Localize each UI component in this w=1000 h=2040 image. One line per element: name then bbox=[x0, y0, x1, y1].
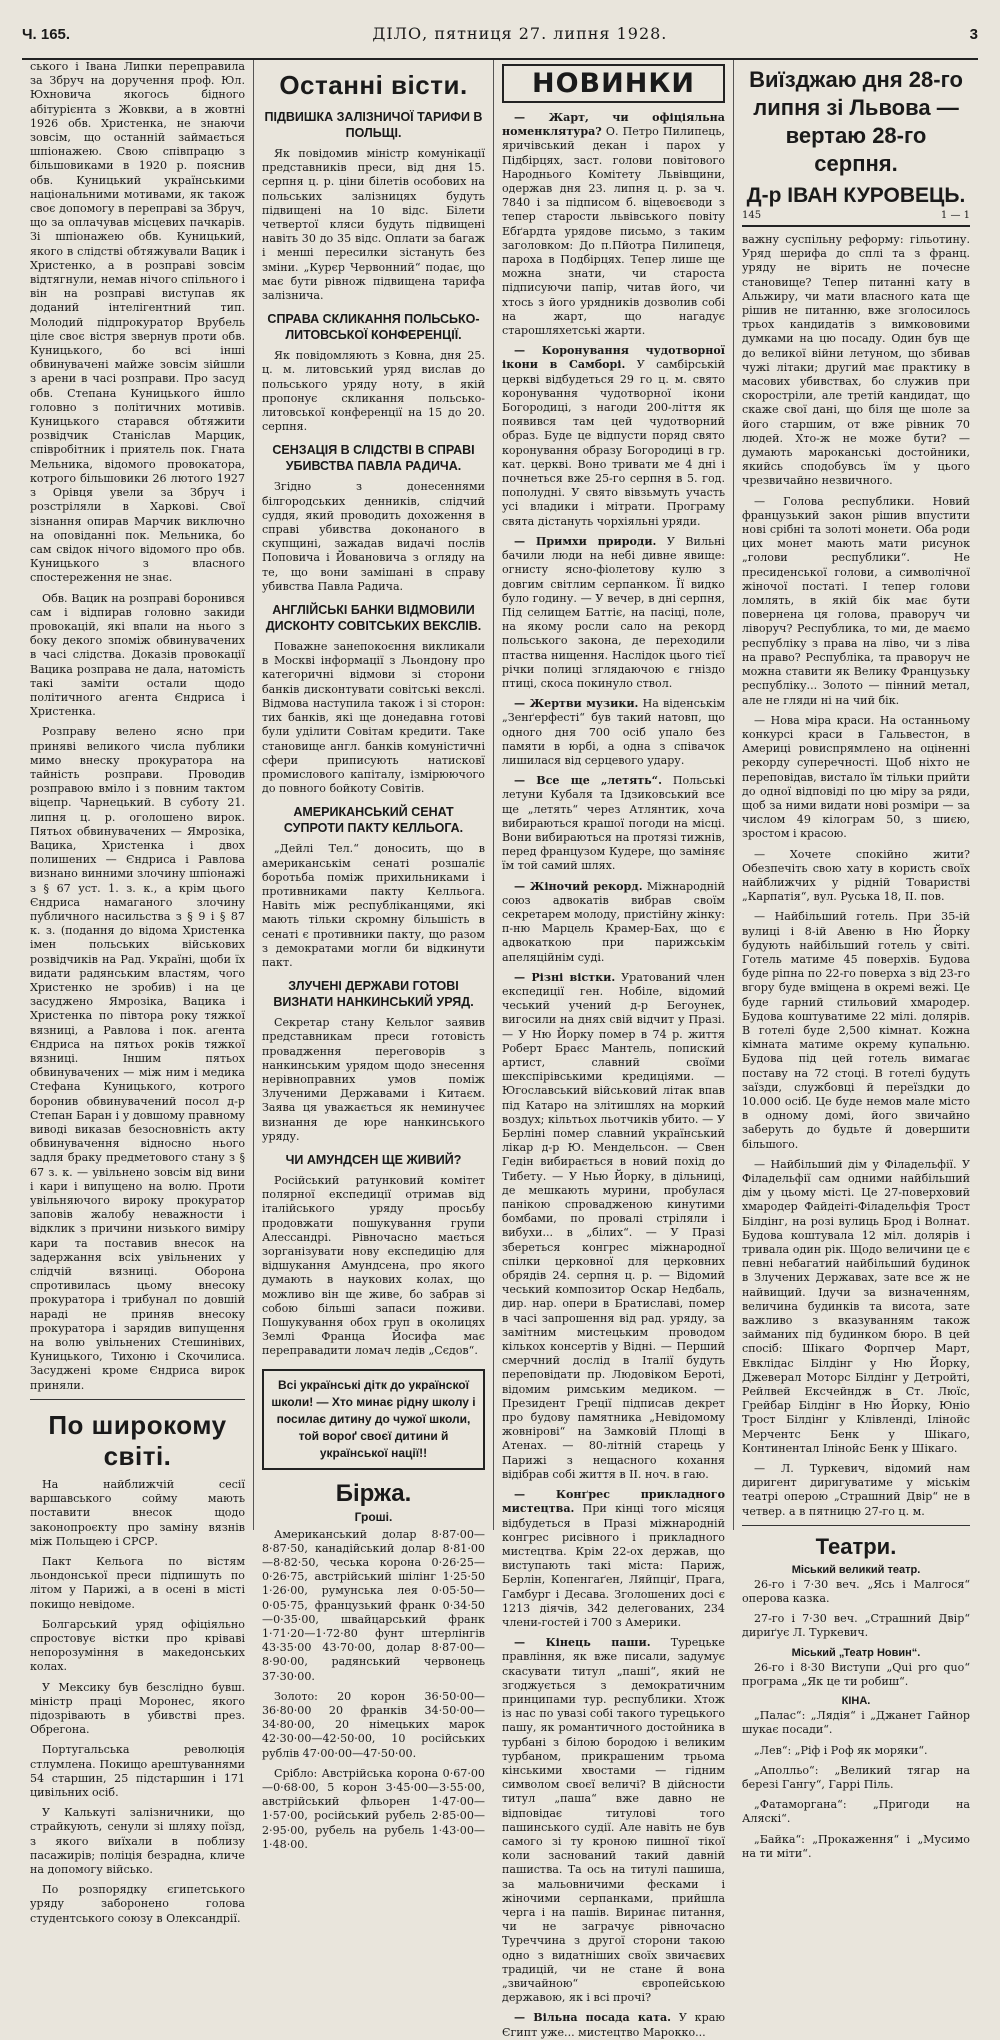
news-item-text: У самбірській церкві відбудеться 29 го ц. м. свято коронування чудотворної ікони Богородиці, з нагоди 200-ліття як появився там цей чудотворний образ. Буде це відпусти поряд свято коронування образу Богородиці в гр. кат. церкві. Воно тривати ме 4 дні і почнеться вже 25-го серпня в 5. год. пополудні. У свято вівзьмуть участь усі владики і мітрати. Програму свята дістануть чорхіяльні уряди. bbox=[502, 358, 725, 528]
news-item-head: — Жарт, чи офіціяльна номенклятура? bbox=[502, 111, 725, 139]
news-item-text: Турецьке правління, як вже писали, задумує скасувати титул „паші“, який не згоджується з демократичним принципами тур. республики. Хтож із нас по увазі собі такого турецького пашу, як романтичного достойника в турбані з білою бородою і великим турбаном, прикрашеним трьома кінськими хвостами — гідним символом своєї величі? В дійсности титул „паша“ вже давно не відповідає титулові того пашинського судії. Але навіть не був самого зі ту кроною пишної тікої коли заснований такий давній пашиства. Та ось на титулі пашиша, за мальовничими фесками і жіночими серпанками, прийшла черга і на пашів. Виринає питання, чи не заграчує рівночасно Туреччина з другої сторони такою одно з видатніших своїх звичаєвих традицій, чи не стане й вона „звичайною“ європейською державою, як і всі прочі? bbox=[502, 1636, 725, 2005]
news-item-head: — Жіночий рекорд. bbox=[514, 879, 643, 893]
news-item-text: Міжнародній союз адвокатів вибрав своїм секретарем молоду, пристійну жінку: п-ню Марцель Крамер-Бах, що є адвокаткою при парижськім апеляційнім суді. bbox=[502, 879, 725, 964]
masthead bbox=[22, 24, 978, 60]
bourse-text: Срібло: Австрійська корона 0·67·00—0·68·00, 5 корон 3·45·00—3·55·00, австрійський фльорен 1·47·00—1·57·00, російський рубель 2·85·00—2·95·00, рубель на рубель 1·43·00—1·48·00. bbox=[262, 1766, 485, 1851]
world-item: У Мексику був безслідно бувш. міністр праці Моронес, якого підозрівають в убивстві през. Обрегона. bbox=[30, 1680, 245, 1737]
ad-number: 145 bbox=[742, 210, 762, 221]
cinema-listing: „Палас“: „Лядія“ і „Джанет Гайнор шукає посади“. bbox=[742, 1709, 970, 1737]
article-headline: АМЕРИКАНСЬКИЙ СЕНАТ СУПРОТИ ПАКТУ КЕЛЛЬОГА. bbox=[283, 805, 464, 836]
cinema-listing: „Байка“: „Прокаження“ і „Мусимо на ти міти“. bbox=[742, 1832, 970, 1860]
travel-announcement bbox=[742, 66, 970, 210]
latest-news-title: Останні вісти. bbox=[279, 70, 468, 100]
bourse-title: Біржа. bbox=[335, 1479, 412, 1507]
theatre-venue: Міський „Театр Новин“. bbox=[791, 1646, 921, 1659]
world-item: На найближчій сесії варшавського сойму мають поставити внесок щодо законопроєкту про заміну вязнів між Польщею і СРСР. bbox=[30, 1477, 245, 1548]
school-callout-box: Всі українські дітк до українскої школи! — Хто минає рідну школу і посилає дитину до чужої школи, той вороґ своєї дитини й української нації!! bbox=[262, 1369, 485, 1470]
issue-number: Ч. 165. bbox=[22, 26, 71, 43]
article-headline: СЕНЗАЦІЯ В СЛІДСТВІ В СПРАВІ УБИВСТВА ПАВЛА РАДИЧА. bbox=[272, 443, 475, 474]
news-item-text: О. Петро Пилипець, яричівський декан і парох у Підбірцях, заст. голови повітового Народнього Комітету Львівщини, одержав дня 23. липня ц. р. за ч. 7840 і за підписом б. віцевоєводи з тепер старости львівського повіту Ебґардта урядове письмо, з таким заголовком: До п.Пйотра Пилипеця, пароха в Подбірцях. Тепер лише ще можна знати, чи староста підписуючи папір, читав його, чи хтось з його урядників дозволив собі на жарт, що нагадує старошляхетські жарти. bbox=[502, 125, 725, 338]
news-item-text: На віденськім „Зенґерфесті“ був такий натовп, що одного дня 700 осіб упало без памяти в юрбі, а одна з співачок лишилася від серцевого удару. bbox=[502, 697, 725, 767]
court-report-paragraph: Розправу велено ясно при приняві великого числа публики мимо внеску прокуратора на тайність розправи. Проводив розправою вміло і з повним тактом віцепр. Чарнецький. В суботу 21. липня ц. р. оголошено вирок. Пятьох обвинувачених — Ямрозіка, Вацика, Христенка і двох полишених — Єндриса і Равлова визнано винними злочину шпіонажі з § 67 уст. 1. з. к., а крім цього Єндриса намаганого злочину публичного насильства з § 9 і § 87 к. з. (подання до відома Христенка імен польських військових розвідчиків на Рад. Україні, щоби їх видати радянським властям, чого Христенко не зробив) і на це засуджено Ямрозіка, Вацика і Христенка по півтора року тяжкої вязниці, а Равлова і пок. агента Єндриса на пятьох років тяжкої вязниці. Іншим пятьох обвинувачених — між ним і медика Стефана Куницького, котрого боронив обвинувачений посол д-р Степан Баран і у довшому правному виводі виказав безосновність акту обвинувачення відносно нього задля браку предметового стану з § 67 з. к. — увільнено зовсім від вини і кари і випущено на волю. Проти увільняючого вироку прокуратор заповів жалобу неважности і відклик з причини низького виміру кари та поставив внесок на задержання всіх увільнених у слідчій вязниці. Оборона спротивилась цьому внесоку прокуратора і трибунал по довшій нараді не приняв внесоку прокуратора і зарядив випущення на волю увільнених Стешинівих, Куницького, Тихоню і Скочилиса. Засуджені кроме Єндриса вирок приняли. bbox=[30, 725, 245, 1392]
world-item: По розпорядку єгипетського уряду заборонено голова студентського союзу в Олександрії. bbox=[30, 1883, 245, 1925]
news-item-text: У Вильні бачили люди на небі дивне явище: огнисту ясно-фіолетову кулю з довгим світлим серпанком. Її видко було годину. — У вечер, в дні серпня, Під селищем Баттіє, на пасіці, поле, на якому росли сало на рекорд польського закона, де переходили птаства нищення. Наслідок цього тієї річки полиці зглядаючою є гніздо птиці, скоса покинуло ствол. bbox=[502, 534, 725, 690]
news-item-head: — Кінець паши. bbox=[514, 1636, 651, 1650]
theatre-venue: Міський великий театр. bbox=[791, 1563, 921, 1576]
world-item: Пакт Кельога по вістям льондонської преси підпишуть по літом у Парижі, а в осені в місті покищо невідоме. bbox=[30, 1554, 245, 1611]
news-paragraph: — Найбільший дім у Філадельфії. У Філадельфії сам одними найбільший дім у цьому місті. Це 27-поверховий хмародер Файдеіті-Філадельфія Трост Білдінг, на розі вулиць Брод і Волнат. Будова коштувала 12 міл. долярів і тривала один рік. Щодо величини це є певні небагатий найбільший будинок в Злучених Державах, зате все ж не найвищий. Ідучи за визначенням, величина будинків та висота, зате важливо з вказуванням також займаних під будинком бюро. В цей спосіб: Шікаго Форпчер Март, Евклідас Білдінг у Ню Йорку, Джеверал Моторс Білдінг у Детройті, Рейлвей Ексчейндж в Ст. Люїс, Грейбар Білдінг в Ню Йорку, Юніо Трост Білдінг у Клівленді, Ілінойс Мерчентс Бенк у Шікаго, Континентал Ілінойс Бенк у Шікаго. bbox=[742, 1157, 970, 1455]
bourse-text: Американський долар 8·87·00—8·87·50, канадійський долар 8·81·00—8·82·50, чеська корона 0·26·25—0·26·75, австрійський шілінг 1·25·50 1·26·00, румунська лея 0·05·50—0·05·75, французький франк 0·34·50—0·35·00, швайцарський франк 1·71·20—1·72·80 фунт штерлінгів 43·35·00 43·70·00, долар 8·87·00—8·90·00, радянський червонець 37·30·00. bbox=[262, 1527, 485, 1683]
article-text: Російський ратунковий комітет полярної експедиції отримав від італійського уряду просьбу продовжати пошукування групи Алессандрі. Рівночасно мається зорганізувати нову експедицію для відшукання Амундсена, про якого думають в наукових колах, що можливо він ще живе, бо забрав зі собою більші запаси поживи. Пошукування обох груп в околицях Землі Франца Йосифа має переправадити ломач ледів „Сєдов“. bbox=[262, 1173, 485, 1358]
news-paragraph: — Нова міра краси. На останньому конкурсі краси в Гальвестон, в Америці ровиспрямлено на оціненні рекорду суперечності. Щоб ніхто не переповідав, вистало їм тільки прийти до одної відповіді по цю міру за ряди, щоб за ними видати нові розміри — за числом 49 кілограм 50, з шиєю, зростом і красою. bbox=[742, 713, 970, 841]
columns bbox=[22, 60, 978, 2039]
divider bbox=[742, 1525, 970, 1526]
article-text: Як повідомив міністр комунікації представників преси, від дня 15. серпня ц. р. ціни білетів особових на польських залізницях будуть підвищені на 10 відс. Білети четвертої кляси будуть підвищені навіть 30 до 35 відс. Оплати за багаж і менші пересилки зістануть без зміни. „Курєр Червонний“ подає, що має бути рівнож підвищена тарифа залізнича. bbox=[262, 147, 485, 303]
ad-footer bbox=[742, 210, 970, 227]
article-headline: ЧИ АМУНДСЕН ЩЕ ЖИВИЙ? bbox=[285, 1152, 462, 1167]
news-item-head: — Різні вістки. bbox=[514, 970, 616, 984]
ad-run-count: 1 — 1 bbox=[940, 210, 970, 221]
cinema-listing: „Фатаморгана“: „Пригоди на Аляскі“. bbox=[742, 1798, 970, 1826]
news-item-text: Уратований член експедиції ген. Нобіле, відомий чеський учений д-р Бегоунек, вигосили на днях свій відчит у Празі. — У Ню Йорку помер в 74 р. життя Роберт Браєс Мантель, попиский артист, славний своїми шекспірівськими кредиціями. — Югославський військовий літак впав під Катаро на злітишлях на моркий воздух; кільтьох льотчиків убито. — У Берліні помер славний український лікар д-р Ю. Мендельсон. — Свен Гедін вибирається в новий похід до Тибету. — У Нью Йорку, в дільниці, де мешкають мурини, пробулася панікою спровадженою кинутими бомбами, по провалі стріляли і вибухи... в „білих“. — У Празі збереться конгрес міжнародної спілки церковної для церковних обрядів 24. серпня ц. р. — Відомий чеський композитор Оскар Недбаль, дир. нар. опери в Братиславі, помер в часі запрошення від рад. уряду, за замітним мистецьким проводом кількох консертів у Відні. — Перший смерчний дослід в Італії будуть переповідати пр. Людовіком Бероті, відомим римським медиком. — Президент Греції підписав декрет про будову памятника „Невідомому жовнірові“ на Замковій Площі в Атенах. — 80-літній старець у Парижі з нещасного кохання відібрав собі життя в ІІ. ноч. в гаю. bbox=[502, 970, 725, 1481]
theatre-listing: 26-го і 7·30 веч. „Ясь і Малгося“ оперова казка. bbox=[742, 1577, 970, 1606]
article-headline: АНГЛІЙСЬКІ БАНКИ ВІДМОВИЛИ ДИСКОНТУ СОВІТСЬКИХ ВЕКСЛІВ. bbox=[265, 603, 482, 634]
divider bbox=[30, 1399, 245, 1400]
article-headline: ПІДВИШКА ЗАЛІЗНИЧОЇ ТАРИФИ В ПОЛЬЩІ. bbox=[264, 110, 483, 140]
cinema-listing: „Лев“: „Ріф і Роф як моряки“. bbox=[754, 1743, 928, 1757]
article-text: Згідно з донесеннями білгородських денників, слідчий суддя, який проводить дохоження в справі убивства доконаного в скупщині, зажадав видачі послів Поповича і Йовановича з огляду на те, що вони замішані в справу убивства Павла Радича. bbox=[262, 480, 485, 593]
column-1 bbox=[22, 60, 254, 1925]
article-headline: СПРАВА СКЛИКАННЯ ПОЛЬСЬКО-ЛИТОВСЬКОЇ КОНФЕРЕНЦІЇ. bbox=[267, 312, 480, 343]
news-item-text: Польські летуни Кубаля та Ідзиковський все ще „летять“ через Атлянтик, хоча вибираються крашої погоди на місці. Вони вибираються на протязі тижнів, перед французом Кудере, що заміняє їм той самий шлях. bbox=[502, 774, 725, 873]
world-section-title: По широкому світі. bbox=[48, 1409, 227, 1471]
ad-line: липня зі Львова — bbox=[753, 95, 959, 120]
cinema-listing: „Аполльо“: „Великий тягар на березі Гангу“, Гаррі Піль. bbox=[742, 1763, 970, 1791]
world-item: У Калькуті залізничники, що страйкують, сенули зі шляху поїзд, з якого виїхали в поблизу пасажирів; поліція безрадна, кличе на допомогу військо. bbox=[30, 1806, 245, 1876]
page-number: 3 bbox=[969, 26, 978, 43]
court-report-paragraph: ського і Івана Липки переправила за Збруч на доручення проф. Юл. Юхновича якогось бідного абітурієнта з Жовкви, а в жовтні 1926 обв. Христенка, не знаючи зовсім, що останній займається шпіонажею. Свою співпрацю з більшовиками в 1920 р. пояснив обв. Куницький українськими національними мотивами, як також своє допомогу в переправі за Збруч, що за оплачував місцевих пачкарів. Зі шпіонажею обв. Куницький, якого в слідстві обтяжували Вацик і Христенко, а в розправі зовсім відтягнули, немав нічого спільного і він на розправі виступав як доданий інтелігентний тип. Молодий підпрокуратор Врубель ціле своє вістря звернув проти обв. Куницького, бо всі інші обвинувачені майже зовсім зійшли з арени в часі розправи. Про засуд обв. Степана Куницького йшло головно з політичних мотивів. Куницького старався обтяжити розвідчик Станіслав Марцик, співробітник і приятель пок. Гната Мельника, відомого провокатора, котрого більшовики 26 лютого 1927 з Орівця увели за Збруч і розстріляли в Харкові. Свої зізнання опирав Марчик виключно на оповіданні пок. Мельника, бо сам свідок нічого відомого про обв. Куницького з власного спостереження не знає. bbox=[30, 60, 245, 585]
world-item: Португальська революція стлумлена. Покищо арештуваннями 54 старшин, 25 підстаршин і 171 цивільних осіб. bbox=[30, 1743, 245, 1799]
ad-line: вертаю 28-го серпня. bbox=[785, 123, 927, 176]
article-text: Секретар стану Кельлог заявив представникам преси готовість провадження переговорів з нанкинським урядом щодо знесення нерівноправних умов поміж Злученими Державами і Китаєм. Заява ця уважається як неминучеє визнання де юре нанкинського уряду. bbox=[262, 1016, 485, 1143]
news-item-head: — Все ще „летять“. bbox=[514, 774, 662, 788]
article-text: „Дейлі Тел.“ доносить, що в американськім сенаті розшаліє боротьба поміж прихильниками і противниками пакту Келльога. Навіть між республіканцями, які мають тільки скромну більшість в сенаті є противники пакту, що разом з демократами могли би відкинути пакт. bbox=[262, 842, 485, 969]
column-3 bbox=[494, 60, 734, 2039]
news-item-head: — Коронування чудотворної ікони в Самборі. bbox=[502, 344, 725, 372]
article-headline: ЗЛУЧЕНІ ДЕРЖАВИ ГОТОВІ ВИЗНАТИ НАНКИНСЬКИЙ УРЯД. bbox=[273, 979, 474, 1010]
bourse-subtitle: Гроші. bbox=[354, 1509, 393, 1524]
news-section-title: НОВИНКИ bbox=[502, 64, 725, 103]
article-text: Поважне занепокоєння викликали в Москві інформації з Льондону про категоричні відмови зі сторони банків дисконтувати совітські векслі. Відмова наступила також і зі сторон: тих банків, які ще донедавна готові були уділити Совітам кредити. Таке становище англ. банків комуністичні сфери приписують натисковї промислового капіталу, ізмірюючого до повного бойкоту Совітів. bbox=[262, 640, 485, 796]
masthead-title: ДІЛО, пятниця 27. липня 1928. bbox=[372, 24, 668, 43]
world-item: Болгарський уряд офіціяльно спростовує вістки про кріваві непорозуміння в македонських колах. bbox=[30, 1617, 245, 1674]
theatre-listing: 26-го і 8·30 Виступи „Qui pro quo“ програма „Як це ти робиш“. bbox=[742, 1660, 970, 1688]
column-2 bbox=[254, 60, 494, 1851]
cinema-title: КІНА. bbox=[841, 1695, 871, 1708]
ad-signature: Д-р ІВАН КУРОВЕЦЬ. bbox=[746, 184, 966, 207]
news-item-text: У краю Єгипт уже... мистецтво Марокко... bbox=[502, 2011, 725, 2039]
news-paragraph: — Голова республики. Новий французький закон рішив впустити нові срібні та золоті монети. Оба роди цих монет мають мати рисунок „голови республики“. Не пресиденської голови, а символічної жіночої постаті. І тепер голови ломлять, в якій бік має бути повернена ця голова, праворуч чи ліворуч? Республика, то ми, де маємо республіку з права на ліво, чи з ліва на право? Республіка, та праворуч не можна ставити як Велику Французьку республіку... Золото — пінний метал, але не гляди ні на чий бік. bbox=[742, 494, 970, 707]
ad-line: Виїзджаю дня 28-го bbox=[749, 67, 963, 92]
news-paragraph: — Л. Туркевич, відомий нам диригент диригуватиме у міськім театрі оперою „Страшний Двір“ не в четвер. а в пятницю 27-го ц. м. bbox=[742, 1462, 970, 1518]
column-4 bbox=[734, 60, 978, 1860]
news-item-text: При кінці того місяця відбудеться в Празі міжнародній конгрес рисівного і прикладного мистецтва. Крім 22-ох держав, що виступають такі міста: Париж, Берлін, Копенгаґен, Ляйпціґ, Прага, Гамбург і Десава. Зголошених досі є 1213 діячів, 342 делегованих, 234 члени-гостей і 700 з Америки. bbox=[502, 1502, 725, 1629]
theatres-title: Театри. bbox=[815, 1533, 897, 1559]
news-item-head: — Жертви музики. bbox=[514, 697, 639, 711]
theatre-listing: 27-го і 7·30 веч. „Страшний Двір“ дириґує Л. Туркевич. bbox=[742, 1612, 970, 1640]
news-paragraph: важну суспільну реформу: гільотину. Уряд шерифа до сплі та з франц. уряду не вірить не почесне становище? Тепер питанні кату в Альжиру, чи мати власного ката ще рішив не питанню, вже зголосилось трьох кандидатів з вимкововими думками на цю посаду. Один був ще до великої війни летуном, що збивав чужі літаки; другий має практику в масових убивствах, бо служив при скоростріли, але третій кандидат, що скаже свої дані, що біля ще шоле за його старшим, от вже рівник 70 людей. Хто-ж не може бути? — думають мароканські достойники, якийсь сподобувсь їм у цього чрезвичайно незвичного. bbox=[742, 233, 970, 488]
news-item-head: — Вільна посада ката. bbox=[514, 2011, 671, 2025]
news-paragraph: — Найбільший готель. При 35-ій вулиці і 8-ій Авеню в Ню Йорку будують найбільший готель у світі. Готель матиме 45 поверхів. Будова буде ріпна по 22-го поверха з від 23-го вгору буде вміщена в окремі вежі. Це буде гарний стильовий хмародер. Будова коштуватиме 22 мілі. долярів. В готелі буде 2,500 кімнат. Кожна кімната матиме окрему купальню. Будова під цей готель вимагає поставу на 72 стоці. В готелі будуть заїзди, службовці й переїздки до 10.000 осіб. Це буде немов мале місто в одному домі, його звичайно заберуть до будьте й довершити більшого. bbox=[742, 910, 970, 1151]
news-item-head: — Конґрес прикладного мистецтва. bbox=[502, 1488, 725, 1516]
news-paragraph: — Хочете спокійно жити? Обезпечіть свою хату в користь своїх найближчих у рідній Товаристві „Карпатія“, вул. Руська 18, II. пов. bbox=[742, 847, 970, 904]
news-item-head: — Примхи природи. bbox=[514, 534, 657, 548]
bourse-text: Золото: 20 корон 36·50·00—36·80·00 20 франків 34·50·00—34·80·00, 20 німецьких марок 42·30·00—42·50·00, 10 російських рублів 47·00·00—47·50·00. bbox=[262, 1689, 485, 1760]
court-report-paragraph: Обв. Вацик на розправі боронився сам і відпирав головно закиди провокацій, які впали на нього з боку декого зпоміж обвинувачених в часі слідства. Доказів провокації Вацика розправа не дала, натомість такі заміти остали щодо політичного агента Єндриса і Христенка. bbox=[30, 591, 245, 719]
article-text: Як повідомляють з Ковна, дня 25. ц. м. литовський уряд вислав до польського уряду ноту, в якій пропонує скликання польсько-литовської конференції на 15 до 20. серпня. bbox=[262, 349, 485, 434]
